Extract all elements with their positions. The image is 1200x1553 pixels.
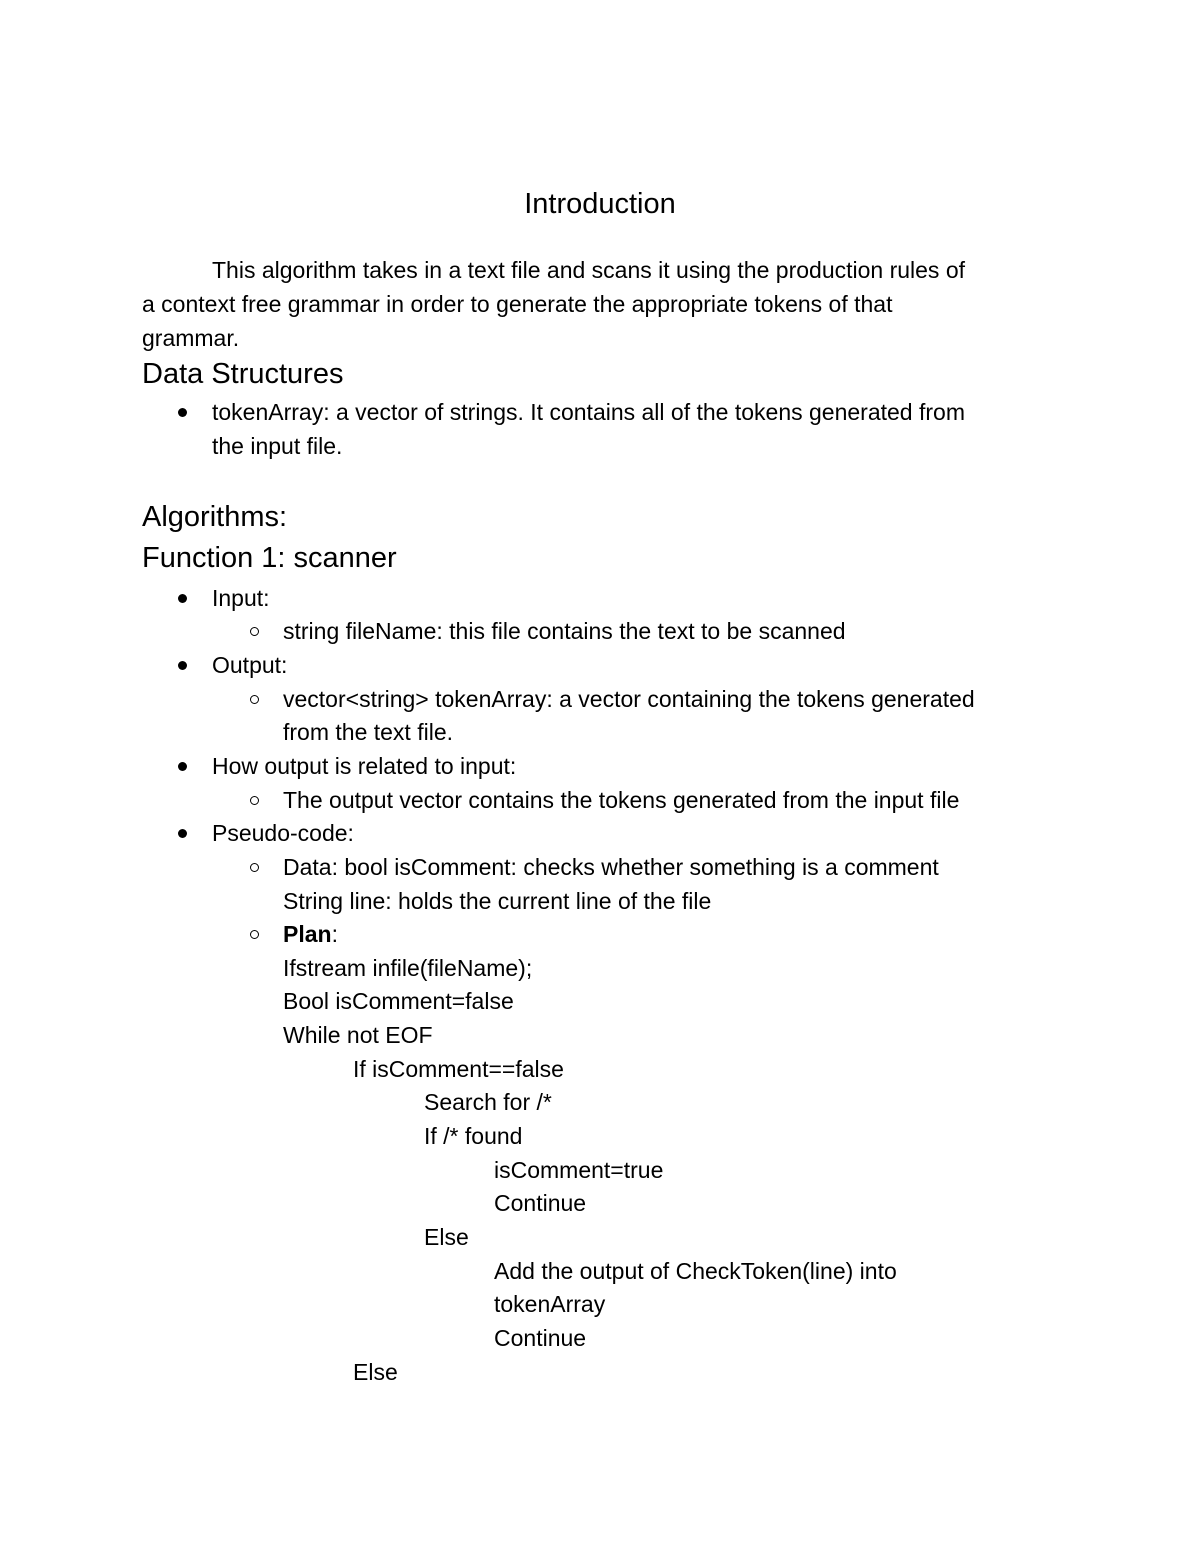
- plan-label: Plan: [283, 921, 332, 947]
- output-item-line-1: vector<string> tokenArray: a vector containing the tokens generated: [283, 686, 975, 712]
- relation-label: How output is related to input:: [212, 753, 517, 779]
- code-line: Continue: [494, 1190, 587, 1216]
- hollow-bullet-icon: [250, 796, 259, 805]
- bullet-icon: [178, 408, 187, 417]
- code-line: tokenArray: [494, 1291, 606, 1317]
- code-line: Ifstream infile(fileName);: [283, 955, 533, 981]
- code-line: Bool isComment=false: [283, 988, 514, 1014]
- hollow-bullet-icon: [250, 695, 259, 704]
- algorithms-heading: Algorithms:: [142, 501, 288, 533]
- bullet-icon: [178, 661, 187, 670]
- output-label: Output:: [212, 652, 288, 678]
- output-item-line-2: from the text file.: [283, 719, 454, 745]
- code-line: If isComment==false: [353, 1056, 564, 1082]
- data-line-1: Data: bool isComment: checks whether something is a comment: [283, 854, 939, 880]
- hollow-bullet-icon: [250, 627, 259, 636]
- hollow-bullet-icon: [250, 863, 259, 872]
- intro-line-1: This algorithm takes in a text file and scans it using the production rules of: [212, 257, 966, 283]
- code-line: Continue: [494, 1325, 587, 1351]
- relation-item: The output vector contains the tokens generated from the input file: [283, 787, 960, 813]
- data-line-2: String line: holds the current line of the file: [283, 888, 712, 914]
- page-title: Introduction: [524, 188, 676, 220]
- intro-line-2: a context free grammar in order to generate the appropriate tokens of that: [142, 291, 893, 317]
- plan-colon: :: [331, 921, 338, 947]
- data-structures-heading: Data Structures: [142, 358, 344, 390]
- input-label: Input:: [212, 585, 270, 611]
- data-structure-item-line-2: the input file.: [212, 433, 343, 459]
- bullet-icon: [178, 829, 187, 838]
- pseudo-code-label: Pseudo-code:: [212, 820, 354, 846]
- code-line: If /* found: [424, 1123, 523, 1149]
- code-line: Else: [424, 1224, 469, 1250]
- code-line: Else: [353, 1359, 398, 1385]
- plan-line: [283, 919, 338, 949]
- code-line: While not EOF: [283, 1022, 433, 1048]
- code-line: Search for /*: [424, 1089, 552, 1115]
- function-1-heading: Function 1: scanner: [142, 542, 397, 574]
- data-structure-item-line-1: tokenArray: a vector of strings. It contains all of the tokens generated from: [212, 399, 965, 425]
- code-line: isComment=true: [494, 1157, 664, 1183]
- intro-line-3: grammar.: [142, 325, 240, 351]
- code-line: Add the output of CheckToken(line) into: [494, 1258, 897, 1284]
- bullet-icon: [178, 594, 187, 603]
- bullet-icon: [178, 762, 187, 771]
- input-item: string fileName: this file contains the text to be scanned: [283, 618, 846, 644]
- hollow-bullet-icon: [250, 930, 259, 939]
